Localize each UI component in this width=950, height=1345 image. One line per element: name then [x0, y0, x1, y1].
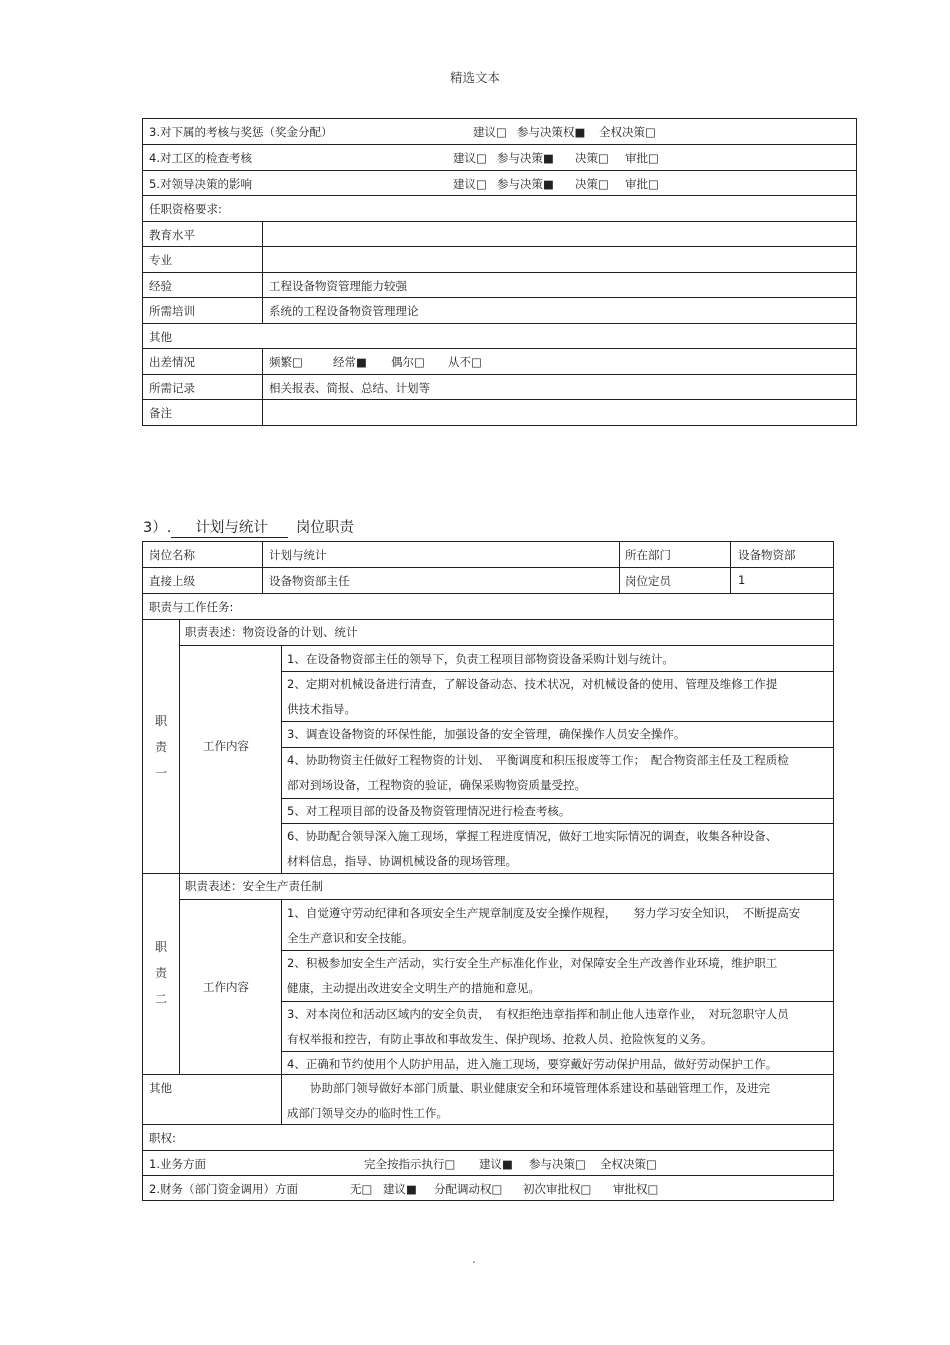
- side-char: 职: [154, 940, 167, 954]
- row-label: 经验: [149, 279, 172, 293]
- row-label: 2.财务（部门资金调用）方面: [149, 1182, 298, 1196]
- section-suffix: 岗位职责: [295, 520, 354, 536]
- section-post-name: 计划与统计: [171, 516, 288, 538]
- duty-item: 4、协助物资主任做好工程物资的计划、 平衡调度和积压报废等工作； 配合物资部主任及工程质检: [287, 753, 789, 767]
- post-name-label: 岗位名称: [149, 548, 195, 562]
- row-value: 相关报表、简报、总结、计划等: [269, 381, 430, 395]
- duty-item-cont: 部对到场设备，工程物资的验证，确保采购物资质量受控。: [287, 778, 586, 792]
- option-checkbox: 分配调动权□: [434, 1182, 503, 1196]
- duty-side-label: [151, 708, 171, 786]
- section-heading: 任职资格要求:: [149, 202, 222, 216]
- page-header: 精选文本: [449, 70, 500, 85]
- other-text-cont: 成部门领导交办的临时性工作。: [287, 1106, 448, 1120]
- work-content-label: 工作内容: [203, 980, 249, 994]
- table-row: [143, 144, 856, 170]
- table-row: [143, 593, 833, 619]
- dept-label: 所在部门: [625, 548, 671, 562]
- duty-item: 1、自觉遵守劳动纪律和各项安全生产规章制度及安全操作规程， 努力学习安全知识， 不断提高安: [287, 906, 801, 920]
- side-char: 二: [154, 992, 167, 1006]
- section-number: 3）.: [143, 520, 172, 536]
- table-row: [143, 221, 856, 246]
- option-checkbox: 建议□: [453, 151, 487, 165]
- superior-label: 直接上级: [149, 574, 195, 588]
- duty-item: 1、在设备物资部主任的领导下，负责工程项目部物资设备采购计划与统计。: [287, 652, 674, 666]
- row-label: 3.对下属的考核与奖惩（奖金分配）: [149, 125, 333, 139]
- table-row: [143, 542, 833, 567]
- duties-heading: 职责与工作任务:: [149, 600, 234, 614]
- row-label: 1.业务方面: [149, 1157, 206, 1171]
- superior-value: 设备物资部主任: [269, 574, 350, 588]
- side-char: 职: [154, 714, 167, 728]
- duty-item: 3、调查设备物资的环保性能，加强设备的安全管理，确保操作人员安全操作。: [287, 727, 686, 741]
- option-checkbox: 建议■: [479, 1157, 513, 1171]
- table-row: [143, 348, 856, 374]
- table-row: [143, 1175, 833, 1201]
- table-row: [143, 195, 856, 221]
- table-row: [143, 1124, 833, 1150]
- option-checkbox: 偶尔□: [391, 355, 425, 369]
- other-text: 协助部门领导做好本部门质量、职业健康安全和环境管理体系建设和基础管理工作，及进完: [287, 1081, 770, 1095]
- other-label: 其他: [149, 1081, 172, 1095]
- duty-item: 6、协助配合领导深入施工现场，掌握工程进度情况，做好工地实际情况的调查，收集各种设备、: [287, 829, 778, 843]
- table-row: [143, 119, 856, 144]
- duty-side-label: [151, 934, 171, 1012]
- option-checkbox: 经常■: [333, 355, 367, 369]
- table-row: [143, 567, 833, 593]
- table-row: [143, 399, 856, 425]
- row-value: 系统的工程设备物资管理理论: [269, 304, 419, 318]
- duty-item-cont: 材料信息，指导、协调机械设备的现场管理。: [287, 854, 517, 868]
- duty-item-cont: 供技术指导。: [287, 702, 356, 716]
- dept-value: 设备物资部: [738, 548, 796, 562]
- table-row: [143, 1074, 833, 1124]
- duty-description: 职责表述：物资设备的计划、统计: [185, 625, 358, 639]
- row-label: 出差情况: [149, 355, 195, 369]
- duty-item: 2、定期对机械设备进行清查，了解设备动态、技术状况，对机械设备的使用、管理及维修工作提: [287, 677, 778, 691]
- table-row: [143, 246, 856, 272]
- option-checkbox: 建议□: [453, 177, 487, 191]
- duty-block: [143, 619, 833, 873]
- row-label: 5.对领导决策的影响: [149, 177, 252, 191]
- work-content-label: 工作内容: [203, 739, 249, 753]
- option-checkbox: 决策□: [575, 177, 609, 191]
- power-heading: 职权:: [149, 1131, 176, 1145]
- table-row: [143, 374, 856, 399]
- duty-item: 4、正确和节约使用个人防护用品，进入施工现场，要穿戴好劳动保护用品，做好劳动保护工作。: [287, 1057, 778, 1071]
- duty-item-cont: 健康，主动提出改进安全文明生产的措施和意见。: [287, 981, 540, 995]
- quota-value: 1: [738, 573, 746, 587]
- row-label: 教育水平: [149, 228, 195, 242]
- option-checkbox: 参与决策■: [497, 151, 554, 165]
- row-label: 专业: [149, 253, 172, 267]
- option-checkbox: 初次审批权□: [523, 1182, 592, 1196]
- option-checkbox: 从不□: [448, 355, 482, 369]
- option-checkbox: 完全按指示执行□: [364, 1157, 456, 1171]
- table-row: [143, 1150, 833, 1175]
- option-checkbox: 全权决策□: [599, 125, 656, 139]
- option-checkbox: 建议■: [383, 1182, 417, 1196]
- duty-item: 5、对工程项目部的设备及物资管理情况进行检查考核。: [287, 804, 571, 818]
- duty-item: 2、积极参加安全生产活动，实行安全生产标准化作业，对保障安全生产改善作业环境，维护职工: [287, 956, 778, 970]
- post-duty-table: [142, 541, 834, 1201]
- option-checkbox: 无□: [350, 1182, 373, 1196]
- duty-item-cont: 全生产意识和安全技能。: [287, 931, 414, 945]
- option-checkbox: 审批□: [625, 151, 659, 165]
- option-checkbox: 全权决策□: [600, 1157, 657, 1171]
- duty-block: [143, 873, 833, 1074]
- option-checkbox: 参与决策权■: [517, 125, 586, 139]
- side-char: 责: [154, 740, 167, 754]
- side-char: 责: [154, 966, 167, 980]
- row-label: 所需记录: [149, 381, 195, 395]
- table-row: [143, 272, 856, 297]
- option-checkbox: 频繁□: [269, 355, 303, 369]
- row-label: 4.对工区的检查考核: [149, 151, 252, 165]
- row-label: 所需培训: [149, 304, 195, 318]
- page-footer: .: [472, 1252, 476, 1266]
- post-name-value: 计划与统计: [269, 548, 327, 562]
- duty-description: 职责表述：安全生产责任制: [185, 879, 323, 893]
- option-checkbox: 参与决策■: [497, 177, 554, 191]
- table-row: [143, 170, 856, 195]
- row-label: 备注: [149, 406, 172, 420]
- duty-item-cont: 有权举报和控告，有防止事故和事故发生、保护现场、抢救人员、抢险恢复的义务。: [287, 1032, 713, 1046]
- section-title: [143, 516, 354, 538]
- qualification-table: [142, 118, 857, 426]
- option-checkbox: 审批□: [625, 177, 659, 191]
- option-checkbox: 参与决策□: [529, 1157, 586, 1171]
- row-label: 其他: [149, 330, 172, 344]
- option-checkbox: 审批权□: [613, 1182, 659, 1196]
- table-row: [143, 323, 856, 348]
- table-row: [143, 297, 856, 323]
- side-char: 一: [154, 766, 167, 780]
- row-value: 工程设备物资管理能力较强: [269, 279, 407, 293]
- quota-label: 岗位定员: [625, 574, 671, 588]
- option-checkbox: 建议□: [473, 125, 507, 139]
- option-checkbox: 决策□: [575, 151, 609, 165]
- duty-item: 3、对本岗位和活动区域内的安全负责， 有权拒绝违章指挥和制止他人违章作业， 对玩忽职守人员: [287, 1007, 789, 1021]
